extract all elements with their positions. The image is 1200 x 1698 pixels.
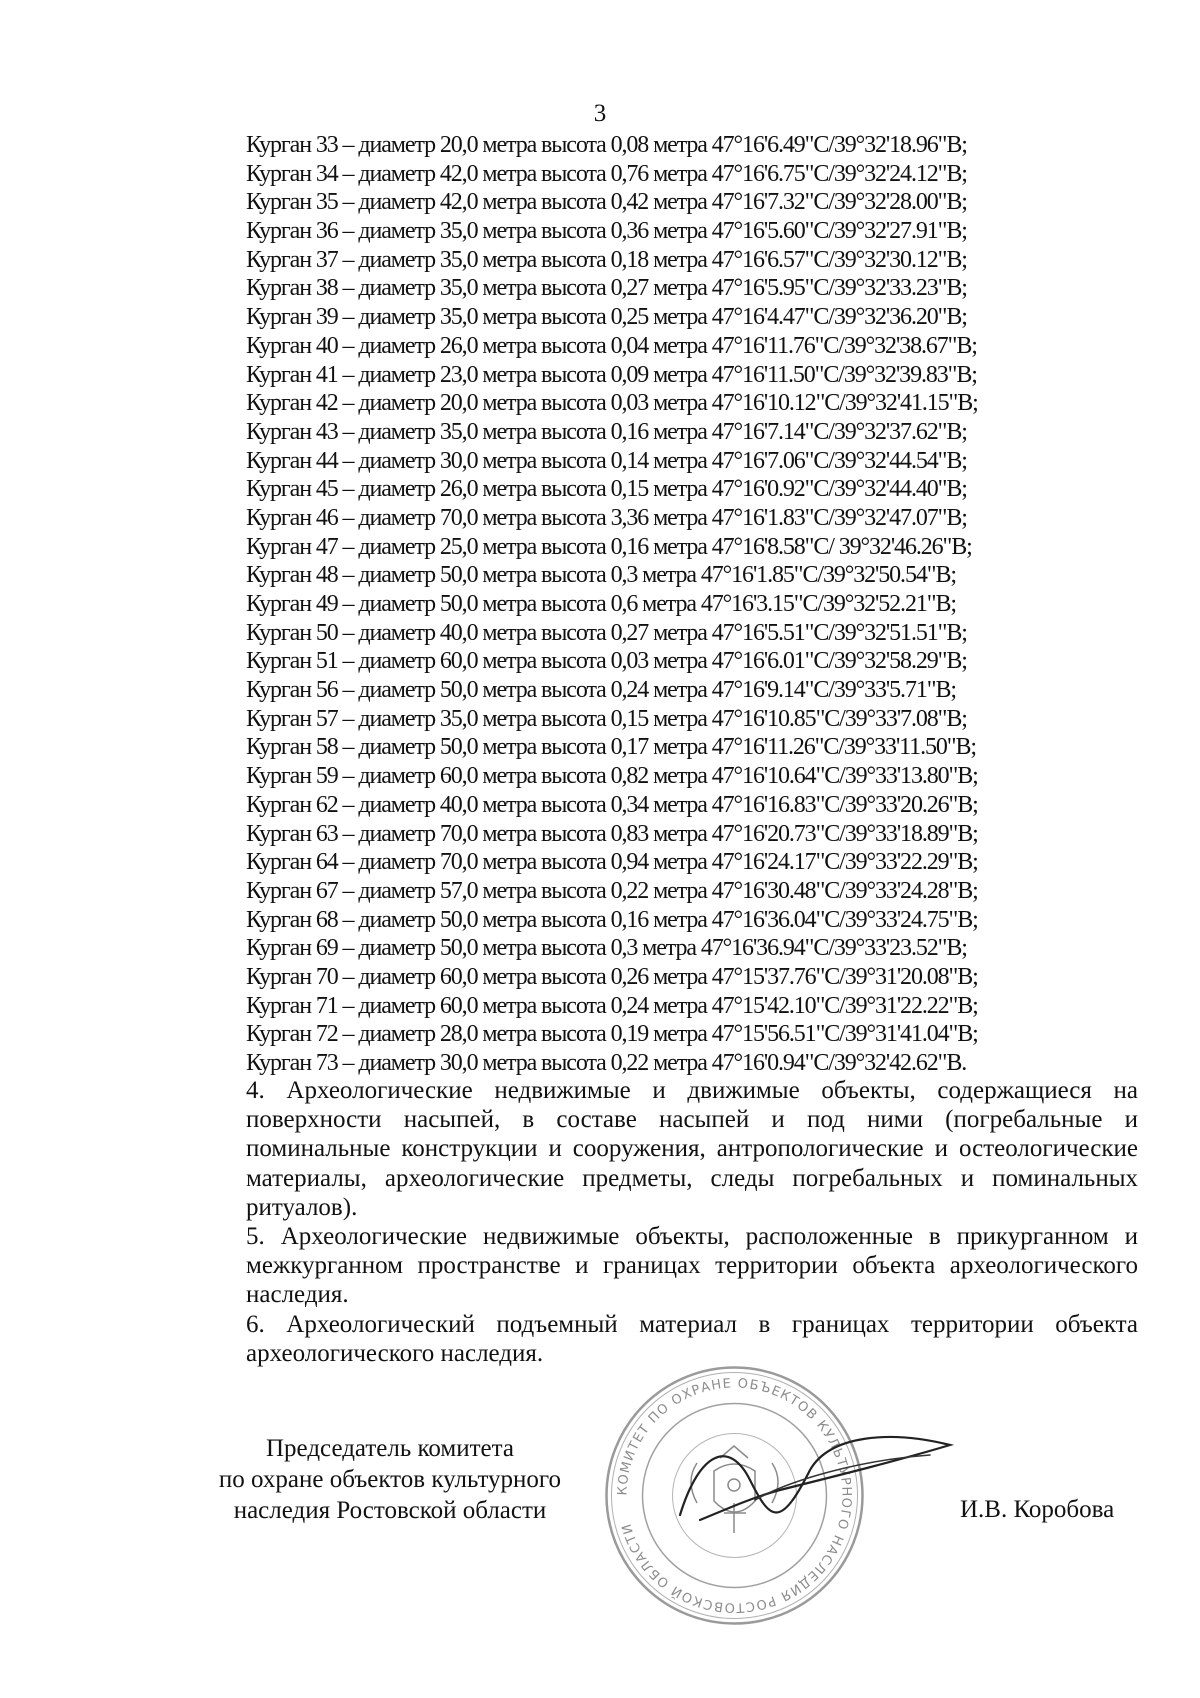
signer-title-line: Председатель комитета [266, 1435, 514, 1462]
kurgan-entry: Курган 40 – диаметр 26,0 метра высота 0,04 метра 47°16'11.76"С/39°32'38.67"В; [246, 332, 977, 359]
kurgan-entry: Курган 38 – диаметр 35,0 метра высота 0,27 метра 47°16'5.95"С/39°32'33.23"В; [246, 275, 967, 302]
kurgan-entry: Курган 59 – диаметр 60,0 метра высота 0,82 метра 47°16'10.64"С/39°33'13.80"В; [246, 763, 978, 790]
kurgan-entry: Курган 43 – диаметр 35,0 метра высота 0,16 метра 47°16'7.14"С/39°32'37.62"В; [246, 418, 967, 445]
kurgan-entry: Курган 68 – диаметр 50,0 метра высота 0,16 метра 47°16'36.04"С/39°33'24.75"В; [246, 906, 978, 933]
paragraph-4 [172, 1076, 1138, 1222]
kurgan-entry: Курган 70 – диаметр 60,0 метра высота 0,26 метра 47°15'37.76"С/39°31'20.08"В; [246, 963, 978, 990]
kurgan-entry: Курган 39 – диаметр 35,0 метра высота 0,25 метра 47°16'4.47"С/39°32'36.20"В; [246, 304, 967, 331]
page-number: 3 [593, 100, 607, 127]
kurgan-entry: Курган 44 – диаметр 30,0 метра высота 0,14 метра 47°16'7.06"С/39°32'44.54"В; [246, 447, 967, 474]
signer-title-line: наследия Ростовской области [233, 1497, 547, 1524]
paragraph-6 [172, 1310, 1138, 1368]
kurgan-entry: Курган 47 – диаметр 25,0 метра высота 0,16 метра 47°16'8.58"С/ 39°32'46.26"В; [246, 533, 972, 560]
kurgan-entry: Курган 37 – диаметр 35,0 метра высота 0,18 метра 47°16'6.57"С/39°32'30.12"В; [246, 246, 967, 273]
paragraph-6-text: 6. Археологический подъемный материал в границах территории объекта археологического наследия. [246, 1311, 1138, 1368]
kurgan-entry: Курган 62 – диаметр 40,0 метра высота 0,34 метра 47°16'16.83"С/39°33'20.26"В; [246, 791, 978, 818]
signer-title [190, 1433, 590, 1526]
kurgan-entry: Курган 41 – диаметр 23,0 метра высота 0,09 метра 47°16'11.50"С/39°32'39.83"В; [246, 361, 977, 388]
kurgan-entry: Курган 63 – диаметр 70,0 метра высота 0,83 метра 47°16'20.73"С/39°33'18.89"В; [246, 820, 978, 847]
kurgan-entry: Курган 50 – диаметр 40,0 метра высота 0,27 метра 47°16'5.51"С/39°32'51.51"В; [246, 619, 967, 646]
kurgan-entry: Курган 51 – диаметр 60,0 метра высота 0,03 метра 47°16'6.01"С/39°32'58.29"В; [246, 648, 967, 675]
kurgan-entry: Курган 67 – диаметр 57,0 метра высота 0,22 метра 47°16'30.48"С/39°33'24.28"В; [246, 877, 978, 904]
kurgan-entry: Курган 35 – диаметр 42,0 метра высота 0,42 метра 47°16'7.32"С/39°32'28.00"В; [246, 189, 967, 216]
kurgan-entry: Курган 56 – диаметр 50,0 метра высота 0,24 метра 47°16'9.14"С/39°33'5.71"В; [246, 677, 956, 704]
kurgan-entry: Курган 48 – диаметр 50,0 метра высота 0,3 метра 47°16'1.85"С/39°32'50.54"В; [246, 562, 956, 589]
kurgan-entry: Курган 46 – диаметр 70,0 метра высота 3,36 метра 47°16'1.83"С/39°32'47.07"В; [246, 504, 967, 531]
kurgan-entry: Курган 73 – диаметр 30,0 метра высота 0,22 метра 47°16'0.94"С/39°32'42.62"В. [246, 1050, 967, 1076]
kurgan-entry: Курган 64 – диаметр 70,0 метра высота 0,94 метра 47°16'24.17"С/39°33'22.29"В; [246, 849, 978, 876]
kurgan-entry: Курган 71 – диаметр 60,0 метра высота 0,24 метра 47°15'42.10"С/39°31'22.22"В; [246, 992, 978, 1019]
kurgan-entry: Курган 69 – диаметр 50,0 метра высота 0,3 метра 47°16'36.94"С/39°33'23.52"В; [246, 935, 967, 962]
kurgan-entry: Курган 58 – диаметр 50,0 метра высота 0,17 метра 47°16'11.26"С/39°33'11.50"В; [246, 734, 976, 761]
kurgan-entry: Курган 45 – диаметр 26,0 метра высота 0,15 метра 47°16'0.92"С/39°32'44.40"В; [246, 476, 967, 503]
seal-text: КОМИТЕТ ПО ОХРАНЕ ОБЪЕКТОВ КУЛЬТУРНОГО НАСЛЕДИЯ РОСТОВСКОЙ ОБЛАСТИ [615, 1376, 854, 1615]
handwritten-signature [660, 1420, 960, 1540]
kurgan-entry: Курган 49 – диаметр 50,0 метра высота 0,6 метра 47°16'3.15"С/39°32'52.21"В; [246, 591, 956, 617]
paragraph-5-text: 5. Археологические недвижимые объекты, расположенные в прикурганном и межкурганном пространстве и границах территории объекта археологического наследия. [246, 1223, 1138, 1309]
kurgan-list [246, 131, 1126, 1078]
kurgan-entry: Курган 33 – диаметр 20,0 метра высота 0,08 метра 47°16'6.49"С/39°32'18.96"В; [246, 132, 967, 158]
paragraph-4-text: 4. Археологические недвижимые и движимые объекты, содержащиеся на поверхности насыпей, в составе насыпей и под ними (погребальные и поминальные конструкции и сооружения, антропологические и остеологические материалы, археологические предметы, следы погребальных и поминальных ритуалов). [246, 1077, 1138, 1221]
paragraph-5 [172, 1222, 1138, 1310]
kurgan-entry: Курган 34 – диаметр 42,0 метра высота 0,76 метра 47°16'6.75"С/39°32'24.12"В; [246, 160, 967, 187]
kurgan-entry: Курган 72 – диаметр 28,0 метра высота 0,19 метра 47°15'56.51"С/39°31'41.04"В; [246, 1021, 978, 1048]
signer-title-line: по охране объектов культурного [218, 1466, 562, 1493]
signer-name: И.В. Коробова [960, 1496, 1115, 1523]
kurgan-entry: Курган 57 – диаметр 35,0 метра высота 0,15 метра 47°16'10.85"С/39°33'7.08"В; [246, 705, 967, 732]
kurgan-entry: Курган 36 – диаметр 35,0 метра высота 0,36 метра 47°16'5.60"С/39°32'27.91"В; [246, 218, 967, 245]
kurgan-entry: Курган 42 – диаметр 20,0 метра высота 0,03 метра 47°16'10.12"С/39°32'41.15"В; [246, 390, 978, 417]
